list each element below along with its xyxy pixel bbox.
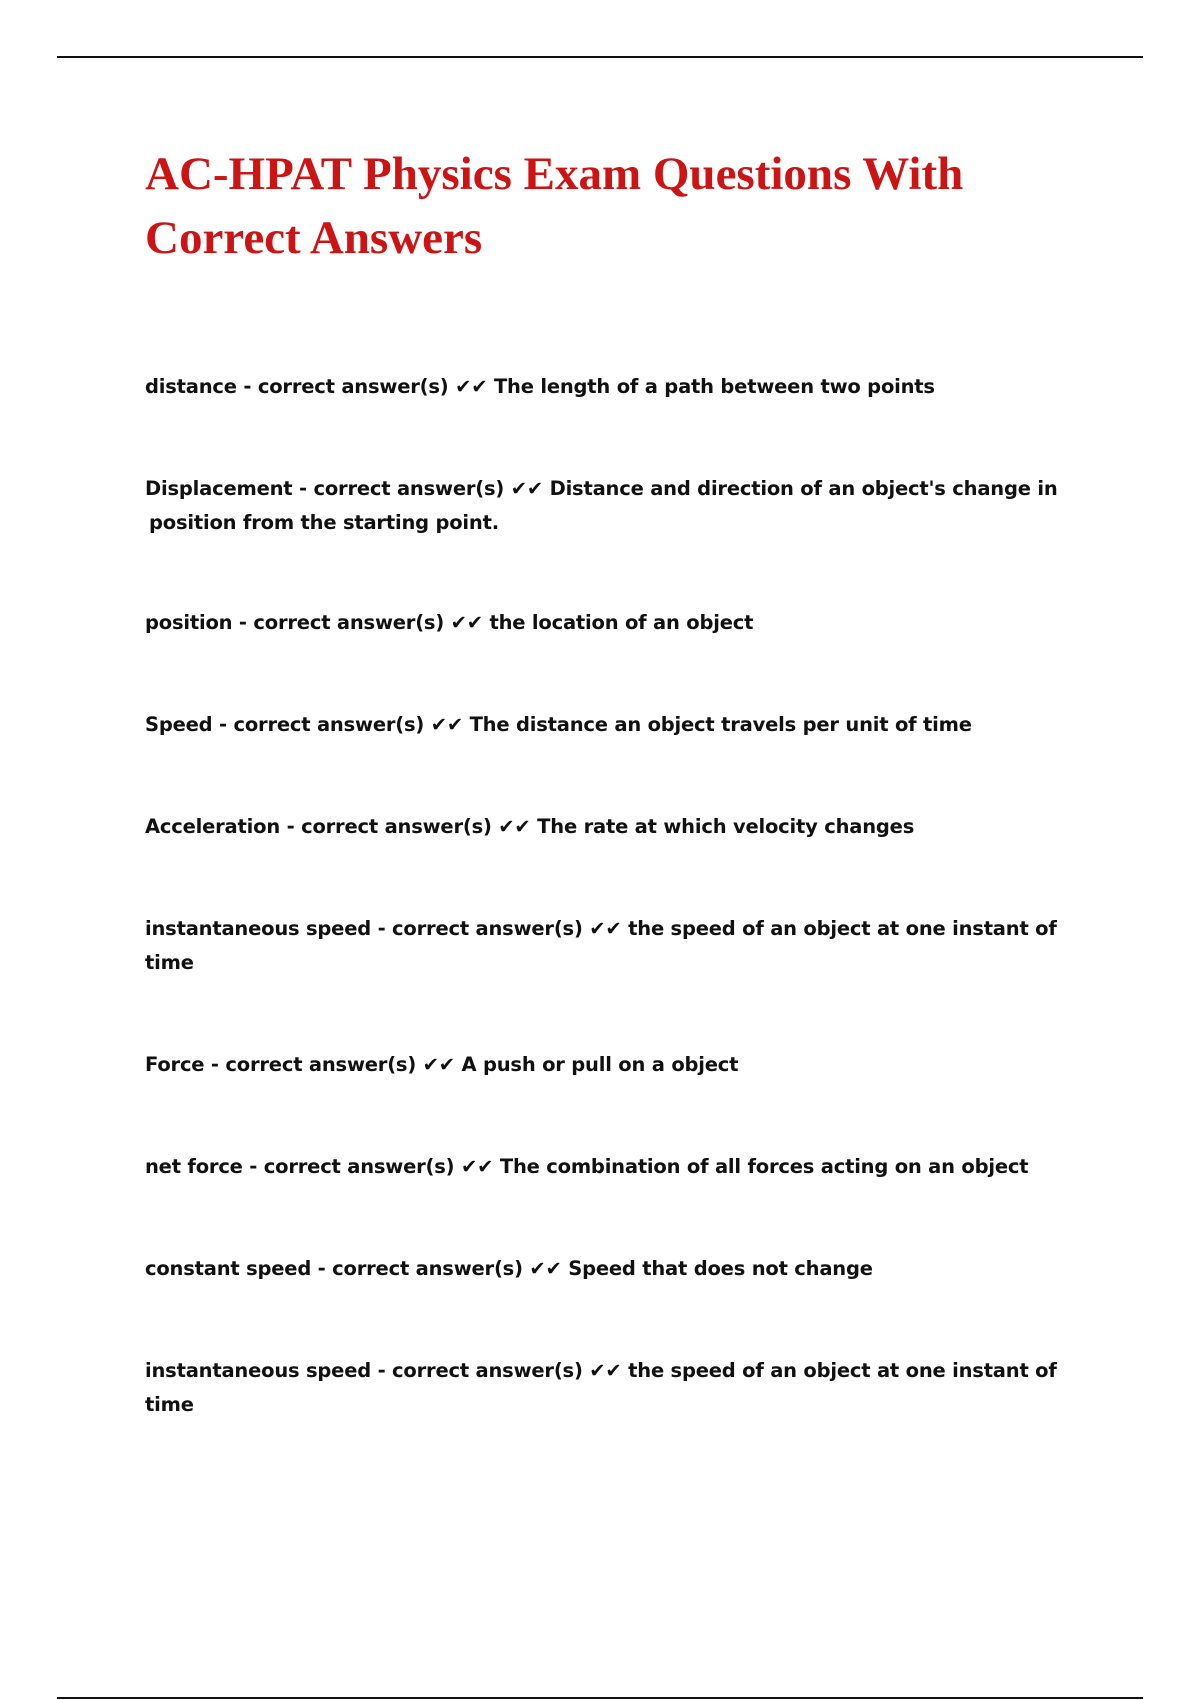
answer: The combination of all forces acting on an object — [499, 1155, 1029, 1178]
answer-separator: - correct answer(s) ✔✔ — [242, 1155, 500, 1178]
qa-item — [145, 472, 1075, 540]
answer-separator: - correct answer(s) ✔✔ — [280, 815, 538, 838]
answer: The distance an object travels per unit of time — [469, 713, 972, 736]
bottom-rule — [57, 1697, 1143, 1699]
term: instantaneous speed — [145, 1359, 371, 1382]
qa-item — [145, 1150, 1075, 1184]
answer-separator: - correct answer(s) ✔✔ — [204, 1053, 462, 1076]
qa-list — [145, 370, 1075, 1490]
term: Acceleration — [145, 815, 281, 838]
answer-separator: - correct answer(s) ✔✔ — [212, 713, 470, 736]
answer: the location of an object — [489, 611, 754, 634]
answer-separator: - correct answer(s) ✔✔ — [232, 611, 490, 634]
term: instantaneous speed — [145, 917, 371, 940]
term: Displacement — [145, 477, 293, 500]
term: net force — [145, 1155, 243, 1178]
answer-continued: position from the starting point. — [149, 511, 499, 534]
answer-separator: - correct answer(s) ✔✔ — [370, 1359, 629, 1382]
answer-separator: - correct answer(s) ✔✔ — [292, 477, 550, 500]
answer: Distance and direction of an object's change in — [549, 477, 1058, 500]
qa-item — [145, 1048, 1075, 1082]
answer: Speed that does not change — [568, 1257, 873, 1280]
qa-item — [145, 1354, 1075, 1422]
qa-item — [145, 1252, 1075, 1286]
qa-item — [145, 912, 1075, 980]
answer: the speed of an object at one instant of time — [145, 917, 1057, 974]
qa-item — [145, 810, 1075, 844]
answer: A push or pull on a object — [461, 1053, 739, 1076]
qa-item — [145, 708, 1075, 742]
qa-item — [145, 606, 1075, 640]
top-rule — [57, 56, 1143, 58]
answer: the speed of an object at one instant of time — [145, 1359, 1057, 1416]
term: constant speed — [145, 1257, 312, 1280]
answer-separator: - correct answer(s) ✔✔ — [236, 375, 494, 398]
answer-separator: - correct answer(s) ✔✔ — [370, 917, 629, 940]
term: Speed — [145, 713, 213, 736]
term: Force — [145, 1053, 205, 1076]
term: distance — [145, 375, 237, 398]
qa-item — [145, 370, 1075, 404]
document-title: AC-HPAT Physics Exam Questions With Correct Answers — [145, 148, 964, 264]
answer: The length of a path between two points — [493, 375, 935, 398]
answer-separator: - correct answer(s) ✔✔ — [311, 1257, 569, 1280]
term: position — [145, 611, 233, 634]
answer: The rate at which velocity changes — [537, 815, 915, 838]
